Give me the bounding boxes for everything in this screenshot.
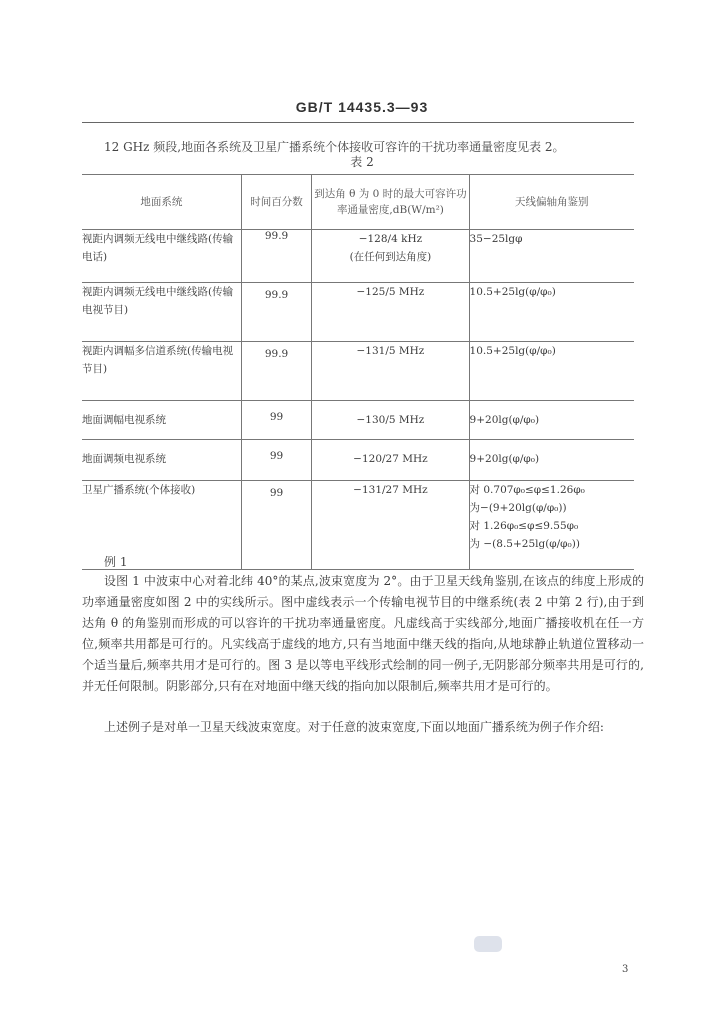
col-header-percent: 时间百分数 (241, 175, 312, 230)
cell-density (312, 481, 469, 570)
density-value: −131/27 MHz (353, 484, 428, 496)
cell-system: 地面调频电视系统 (82, 440, 241, 481)
col-header-criteria: 天线偏轴角鉴别 (469, 175, 634, 230)
criteria-line: 为−(9+20lg(φ/φ₀)) (469, 502, 567, 514)
criteria-line: 10.5+25lg(φ/φ₀) (469, 286, 556, 298)
table-caption: 表 2 (350, 155, 374, 169)
table-row (82, 401, 634, 440)
interference-table (82, 174, 634, 570)
table-row (82, 283, 634, 342)
cell-system: 视距内调频无线电中继线路(传输电话) (82, 230, 241, 283)
cell-density (312, 440, 469, 481)
header-rule (82, 122, 634, 123)
cell-percent: 99 (241, 440, 312, 481)
cell-density (312, 230, 469, 283)
cell-criteria (469, 440, 634, 481)
criteria-line: 10.5+25lg(φ/φ₀) (469, 345, 556, 357)
cell-criteria (469, 283, 634, 342)
table-row (82, 481, 634, 570)
cell-density (312, 401, 469, 440)
density-value: −128/4 kHz (358, 233, 423, 245)
cell-system: 视距内调频无线电中继线路(传输电视节目) (82, 283, 241, 342)
example-paragraph: 设图 1 中波束中心对着北纬 40°的某点,波束宽度为 2°。由于卫星天线角鉴别,在该点的纬度上形成的功率通量密度如图 2 中的实线所示。图中虚线表示一个传输电视节目的中继系统(表 2 中第 2 行),由于到达角 θ 的角鉴别而形成的可以容许的干扰功率通量密度。凡虚线高于实线部分,地面广播接收机在任一方位,频率共用都是可行的。凡实线高于虚线的地方,只有当地面中继天线的指向,从地球静止轨道位置移动一个适当量后,频率共用才是可行的。图 3 是以等电平线形式绘制的同一例子,无阴影部分频率共用是可行的,并无任何限制。阴影部分,只有在对地面中继天线的指向加以限制后,频率共用才是可行的。 (82, 574, 644, 693)
page-number: 3 (622, 964, 629, 975)
intro-text: 12 GHz 频段,地面各系统及卫星广播系统个体接收可容许的干扰功率通量密度见表 2。 (104, 140, 565, 154)
criteria-line: 为 −(8.5+25lg(φ/φ₀)) (469, 538, 580, 550)
col-header-system: 地面系统 (82, 175, 241, 230)
table-row (82, 342, 634, 401)
density-value: −131/5 MHz (356, 345, 425, 357)
summary-paragraph: 上述例子是对单一卫星天线波束宽度。对于任意的波束宽度,下面以地面广播系统为例子作介绍: (104, 720, 604, 734)
cell-percent: 99.9 (241, 342, 312, 401)
scan-stamp-mark (474, 936, 502, 952)
criteria-line: 9+20lg(φ/φ₀) (469, 414, 540, 426)
cell-criteria (469, 230, 634, 283)
density-note: (在任何到达角度) (349, 251, 432, 263)
cell-density (312, 342, 469, 401)
cell-criteria (469, 481, 634, 570)
density-value: −120/27 MHz (353, 453, 428, 465)
density-value: −130/5 MHz (356, 414, 425, 426)
criteria-line: 对 1.26φ₀≤φ≤9.55φ₀ (469, 520, 579, 532)
example-title: 例 1 (104, 555, 128, 569)
table-row (82, 440, 634, 481)
criteria-line: 对 0.707φ₀≤φ≤1.26φ₀ (469, 484, 585, 496)
table-row (82, 230, 634, 283)
criteria-line: 35−25lgφ (469, 233, 523, 245)
standard-number-header: GB/T 14435.3—93 (295, 99, 429, 115)
cell-system: 地面调幅电视系统 (82, 401, 241, 440)
col-header-density: 到达角 θ 为 0 时的最大可容许功率通量密度,dB(W/m²) (312, 175, 469, 230)
cell-percent: 99 (241, 401, 312, 440)
cell-density (312, 283, 469, 342)
cell-percent: 99.9 (241, 283, 312, 342)
cell-percent: 99 (241, 481, 312, 570)
cell-criteria (469, 401, 634, 440)
cell-system: 卫星广播系统(个体接收) (82, 481, 241, 570)
cell-percent: 99.9 (241, 230, 312, 283)
cell-criteria (469, 342, 634, 401)
criteria-line: 9+20lg(φ/φ₀) (469, 453, 540, 465)
density-value: −125/5 MHz (356, 286, 425, 298)
cell-system: 视距内调幅多信道系统(传输电视节目) (82, 342, 241, 401)
